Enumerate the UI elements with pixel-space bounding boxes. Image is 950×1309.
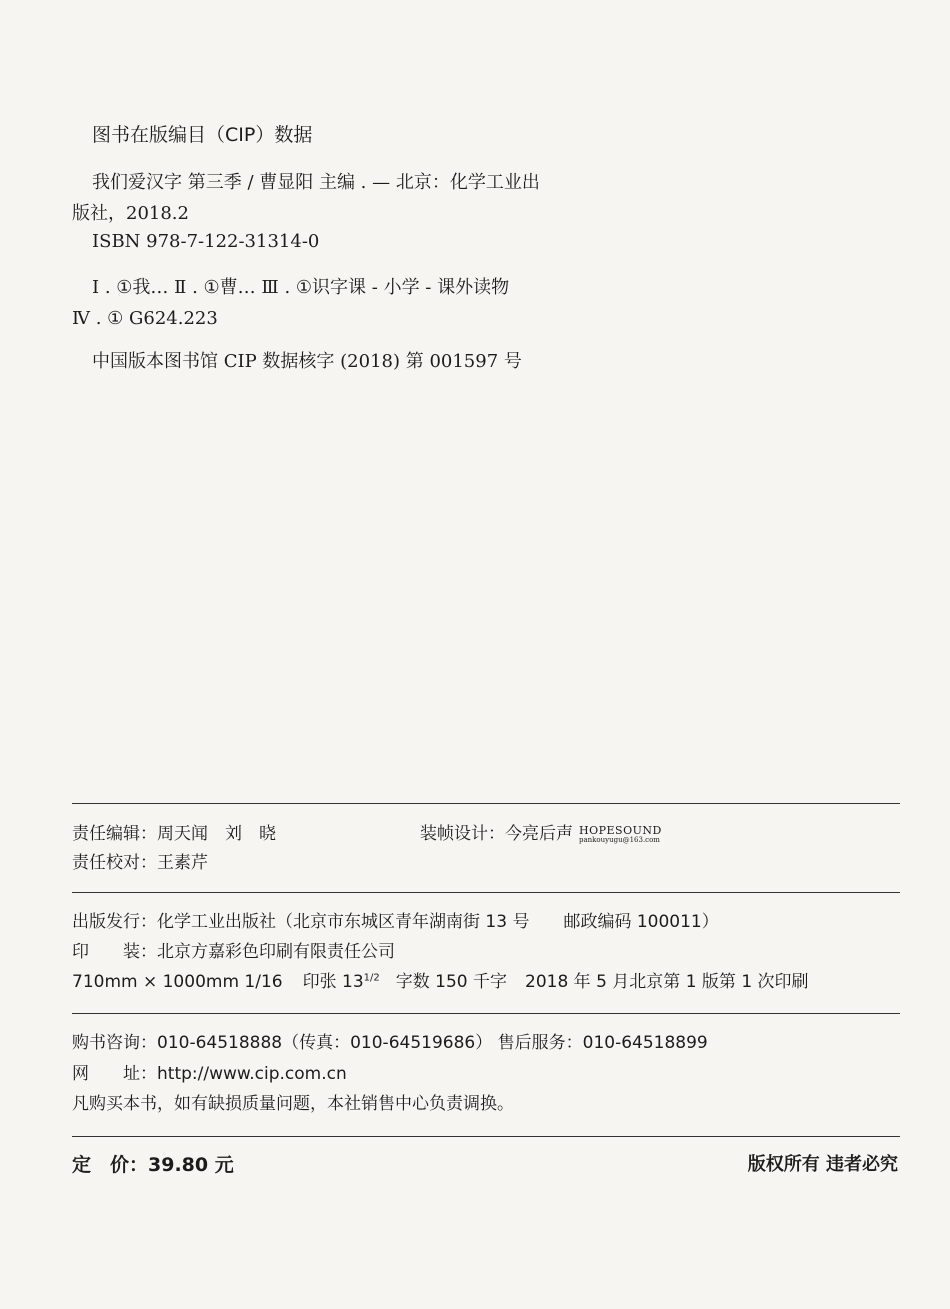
copyright-notice: 版权所有 违者必究	[747, 1154, 898, 1175]
format-row	[72, 972, 809, 992]
website-row	[72, 1064, 347, 1084]
cip-record-number: 中国版本图书馆 CIP 数据核字 (2018) 第 001597 号	[92, 351, 522, 372]
website-label: 网 址：	[72, 1064, 157, 1084]
editor-label: 责任编辑：	[72, 824, 157, 844]
cip-classification: Ⅰ . ①我… Ⅱ . ①曹… Ⅲ . ①识字课 - 小学 - 课外读物	[92, 277, 510, 298]
proof-value: 王素芹	[157, 853, 208, 873]
designer-email: pankouyugu@163.com	[579, 835, 660, 844]
cip-title: 图书在版编目（CIP）数据	[92, 124, 313, 146]
divider	[72, 1013, 900, 1014]
divider	[72, 892, 900, 893]
designer-brand: HOPESOUND	[579, 823, 662, 837]
cip-description-line-2: 版社，2018.2	[72, 203, 189, 224]
quality-notice: 凡购买本书，如有缺损质量问题，本社销售中心负责调换。	[72, 1094, 514, 1114]
word-count: 字数 150 千字	[395, 972, 507, 992]
printed-sheets: 印张 $13^{1/2}$	[302, 972, 380, 992]
printer-value: 北京方嘉彩色印刷有限责任公司	[157, 942, 395, 962]
design-row	[420, 824, 662, 844]
cip-description-line: 我们爱汉字 第三季 / 曹显阳 主编 . — 北京：化学工业出	[92, 172, 540, 193]
publisher-row	[72, 912, 719, 932]
hotline-row: 购书咨询：010-64518888（传真：010-64519686） 售后服务：010-64518899	[72, 1033, 708, 1053]
book-format: 710mm × 1000mm 1/16	[72, 972, 283, 992]
design-value: 今亮后声	[505, 824, 573, 844]
edition-info: 2018 年 5 月北京第 1 版第 1 次印刷	[525, 972, 809, 992]
divider	[72, 803, 900, 804]
cip-classification-code: Ⅳ . ① G624.223	[72, 308, 218, 329]
editor-value: 周天闻 刘 晓	[157, 824, 276, 844]
printer-row	[72, 942, 395, 962]
publisher-label: 出版发行：	[72, 912, 157, 932]
designer-logo	[579, 825, 662, 844]
price: 定 价：39.80 元	[72, 1154, 234, 1176]
cip-isbn: ISBN 978-7-122-31314-0	[92, 231, 320, 252]
proof-label: 责任校对：	[72, 853, 157, 873]
proof-row	[72, 853, 208, 873]
publisher-value: 化学工业出版社（北京市东城区青年湖南街 13 号 邮政编码 100011）	[157, 912, 719, 932]
design-label: 装帧设计：	[420, 824, 505, 844]
editor-row	[72, 824, 276, 844]
printer-label: 印 装：	[72, 942, 157, 962]
divider	[72, 1136, 900, 1137]
website-url: http://www.cip.com.cn	[157, 1064, 347, 1084]
